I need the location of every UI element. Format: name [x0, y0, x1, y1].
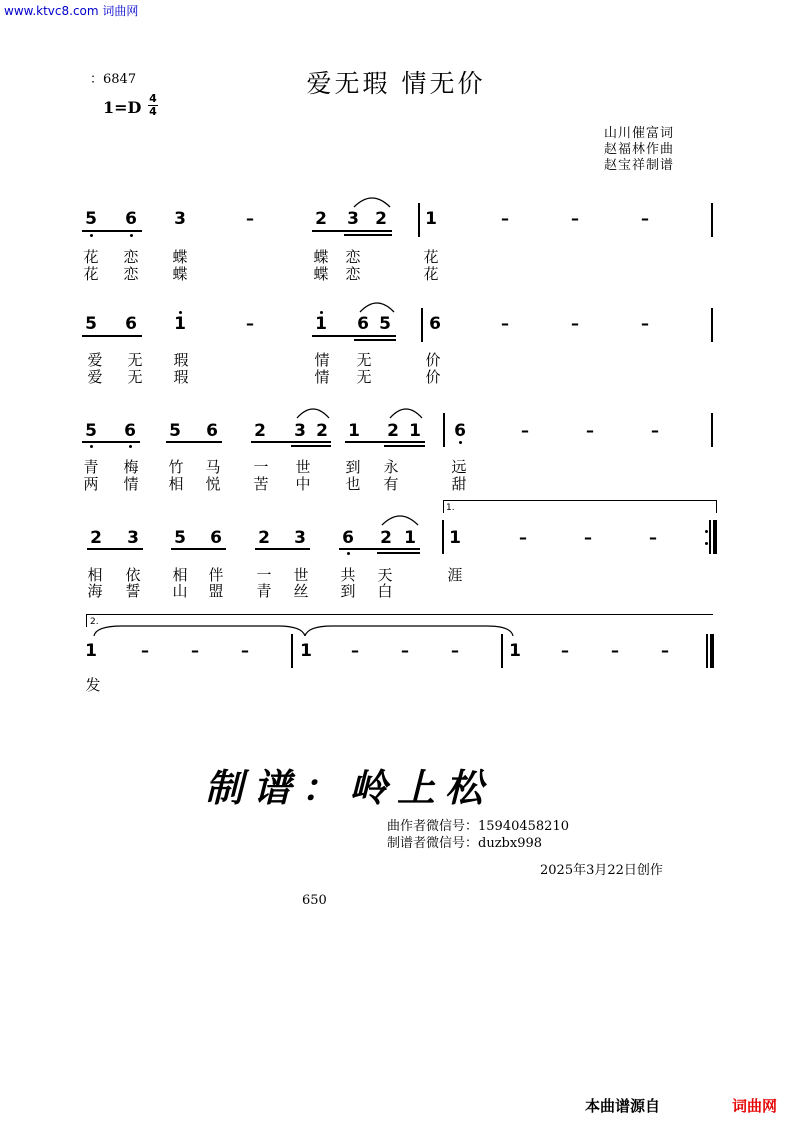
note: 1: [315, 314, 327, 334]
dash: –: [661, 641, 669, 660]
underline: [255, 548, 310, 550]
underline: [82, 335, 142, 337]
lyric: 花: [83, 265, 99, 283]
slur: [352, 193, 392, 209]
lyric: 无: [127, 351, 143, 369]
bar-line: [711, 308, 713, 342]
lyric: 恋: [123, 248, 139, 266]
lyric: 伴: [208, 566, 224, 584]
underline: [344, 234, 392, 236]
dash: –: [519, 528, 527, 547]
underline: [384, 445, 425, 447]
song-title: 爱无瑕 情无价: [306, 69, 486, 98]
underline: [87, 548, 143, 550]
lyric: 丝: [293, 582, 309, 600]
lyric: 中: [295, 475, 311, 493]
bar-line: [291, 634, 293, 668]
note: 6: [429, 314, 441, 334]
dash: –: [561, 641, 569, 660]
dash: –: [586, 421, 594, 440]
dash: –: [501, 314, 509, 333]
lyric: 瑕: [173, 368, 189, 386]
footer-source-label: 本曲谱源自: [585, 1097, 661, 1115]
lyric: 天: [377, 566, 393, 584]
low-octave-dot: [129, 445, 132, 448]
high-octave-dot: [320, 311, 323, 314]
arranger-credit: 赵宝祥制谱: [604, 158, 675, 173]
dash: –: [649, 528, 657, 547]
repeat-end-thick: [713, 520, 717, 554]
note: 1: [449, 528, 461, 548]
lyric: 蝶: [313, 248, 329, 266]
lyric: 青: [83, 458, 99, 476]
underline: [291, 445, 331, 447]
lyric: 情: [123, 475, 139, 493]
note: 3: [174, 209, 186, 229]
lyric: 瑕: [173, 351, 189, 369]
lyric: 一: [253, 458, 269, 476]
lyric: 永: [383, 458, 399, 476]
note: 6: [125, 314, 137, 334]
lyric: 世: [295, 458, 311, 476]
low-octave-dot: [90, 234, 93, 237]
repeat-dot: [705, 542, 708, 545]
lyric: 苦: [253, 475, 269, 493]
lyric: 海: [87, 582, 103, 600]
note: 2: [254, 421, 266, 441]
note: 2: [380, 528, 392, 548]
underline: [82, 230, 142, 232]
lyric: 价: [425, 351, 441, 369]
time-bottom: 4: [149, 105, 157, 118]
note: 5: [85, 421, 97, 441]
lyric: 共: [340, 566, 356, 584]
dash: –: [521, 421, 529, 440]
note: 3: [294, 528, 306, 548]
note: 5: [85, 314, 97, 334]
lyric: 爱: [87, 368, 103, 386]
dash: –: [191, 641, 199, 660]
note: 3: [294, 421, 306, 441]
lyric: 相: [168, 475, 184, 493]
lyric: 依: [125, 566, 141, 584]
note: 5: [174, 528, 186, 548]
note: 6: [454, 421, 466, 441]
dash: –: [641, 209, 649, 228]
underline: [377, 552, 420, 554]
lyric: 誓: [125, 582, 141, 600]
lyric: 蝶: [172, 265, 188, 283]
composition-date: 2025年3月22日创作: [540, 863, 663, 878]
lyric: 世: [293, 566, 309, 584]
lyric: 一: [256, 566, 272, 584]
lyric: 山: [172, 582, 188, 600]
time-top: 4: [149, 92, 157, 105]
dash: –: [401, 641, 409, 660]
volta-bracket-1: [443, 500, 717, 513]
lyric: 相: [87, 566, 103, 584]
lyric: 情: [314, 368, 330, 386]
lyric: 甜: [451, 475, 467, 493]
lyric: 恋: [345, 248, 361, 266]
lyric: 无: [127, 368, 143, 386]
note: 2: [90, 528, 102, 548]
note: 6: [124, 421, 136, 441]
bar-line: [442, 520, 444, 554]
bar-line: [501, 634, 503, 668]
final-bar-thin: [706, 634, 708, 668]
slur: [295, 404, 331, 420]
lyric: 恋: [123, 265, 139, 283]
dash: –: [584, 528, 592, 547]
lyric: 两: [83, 475, 99, 493]
underline: [312, 230, 392, 232]
dash: –: [651, 421, 659, 440]
lyric: 花: [83, 248, 99, 266]
lyric: 发: [85, 676, 101, 694]
low-octave-dot: [130, 234, 133, 237]
dash: –: [246, 314, 254, 333]
dash: –: [246, 209, 254, 228]
dash: –: [141, 641, 149, 660]
low-octave-dot: [347, 552, 350, 555]
slur: [388, 404, 424, 420]
note: 1: [425, 209, 437, 229]
underline: [251, 441, 331, 443]
dash: –: [641, 314, 649, 333]
dash: –: [351, 641, 359, 660]
note: 1: [348, 421, 360, 441]
lyric: 盟: [208, 582, 224, 600]
underline: [312, 335, 396, 337]
low-octave-dot: [459, 441, 462, 444]
lyricist-credit: 山川催富词: [604, 126, 675, 141]
note: 5: [379, 314, 391, 334]
dash: –: [571, 209, 579, 228]
dash: –: [451, 641, 459, 660]
note: 5: [169, 421, 181, 441]
note: 2: [315, 209, 327, 229]
lyric: 相: [172, 566, 188, 584]
lyric: 无: [356, 368, 372, 386]
dash: –: [501, 209, 509, 228]
note: 2: [387, 421, 399, 441]
lyric: 涯: [447, 566, 463, 584]
note: 3: [347, 209, 359, 229]
bar-line: [418, 203, 420, 237]
lyric: 远: [451, 458, 467, 476]
underline: [339, 548, 420, 550]
dash: –: [571, 314, 579, 333]
bar-line: [421, 308, 423, 342]
site-url-label[interactable]: www.ktvc8.com 词曲网: [4, 4, 139, 18]
bar-line: [711, 203, 713, 237]
lyric: 白: [377, 582, 393, 600]
note: 1: [300, 641, 312, 661]
lyric: 马: [205, 458, 221, 476]
note: 2: [375, 209, 387, 229]
note: 1: [174, 314, 186, 334]
repeat-dot: [705, 530, 708, 533]
bar-line: [711, 413, 713, 447]
lyric: 无: [356, 351, 372, 369]
volta-label-1: 1.: [446, 503, 455, 513]
bar-line: [443, 413, 445, 447]
note: 6: [206, 421, 218, 441]
underline: [171, 548, 226, 550]
note: 1: [85, 641, 97, 661]
lyric: 情: [314, 351, 330, 369]
key-signature: 1=D: [103, 98, 142, 117]
slur: [358, 298, 396, 314]
lyric: 竹: [168, 458, 184, 476]
slur: [380, 511, 420, 527]
volta-label-2: 2.: [90, 617, 99, 627]
underline: [354, 339, 396, 341]
note: 2: [316, 421, 328, 441]
song-number: ：6847: [90, 72, 137, 87]
arranger-signature: 制谱：岭上松: [205, 765, 494, 810]
underline: [345, 441, 425, 443]
final-bar-thick: [710, 634, 714, 668]
note: 1: [404, 528, 416, 548]
lyric: 爱: [87, 351, 103, 369]
lyric: 价: [425, 368, 441, 386]
low-octave-dot: [90, 445, 93, 448]
note: 6: [342, 528, 354, 548]
footer-site-link[interactable]: 词曲网: [732, 1097, 778, 1115]
lyric: 到: [340, 582, 356, 600]
lyric: 到: [345, 458, 361, 476]
note: 6: [125, 209, 137, 229]
arranger-wechat: 制谱者微信号：duzbx998: [387, 836, 543, 851]
note: 2: [258, 528, 270, 548]
note: 1: [409, 421, 421, 441]
lyric: 蝶: [172, 248, 188, 266]
lyric: 悦: [205, 475, 221, 493]
note: 6: [357, 314, 369, 334]
lyric: 花: [423, 248, 439, 266]
composer-wechat: 曲作者微信号：15940458210: [387, 819, 569, 834]
lyric: 青: [256, 582, 272, 600]
lyric: 也: [345, 475, 361, 493]
lyric: 恋: [345, 265, 361, 283]
underline: [166, 441, 222, 443]
lyric: 有: [383, 475, 399, 493]
lyric: 蝶: [313, 265, 329, 283]
tie-slur: [92, 624, 516, 638]
repeat-end-thin: [709, 520, 711, 554]
note: 6: [210, 528, 222, 548]
note: 3: [127, 528, 139, 548]
page-number: 650: [302, 893, 327, 908]
lyric: 花: [423, 265, 439, 283]
dash: –: [241, 641, 249, 660]
high-octave-dot: [179, 311, 182, 314]
lyric: 梅: [123, 458, 139, 476]
underline: [82, 441, 140, 443]
dash: –: [611, 641, 619, 660]
note: 5: [85, 209, 97, 229]
note: 1: [509, 641, 521, 661]
composer-credit: 赵福林作曲: [604, 142, 675, 157]
